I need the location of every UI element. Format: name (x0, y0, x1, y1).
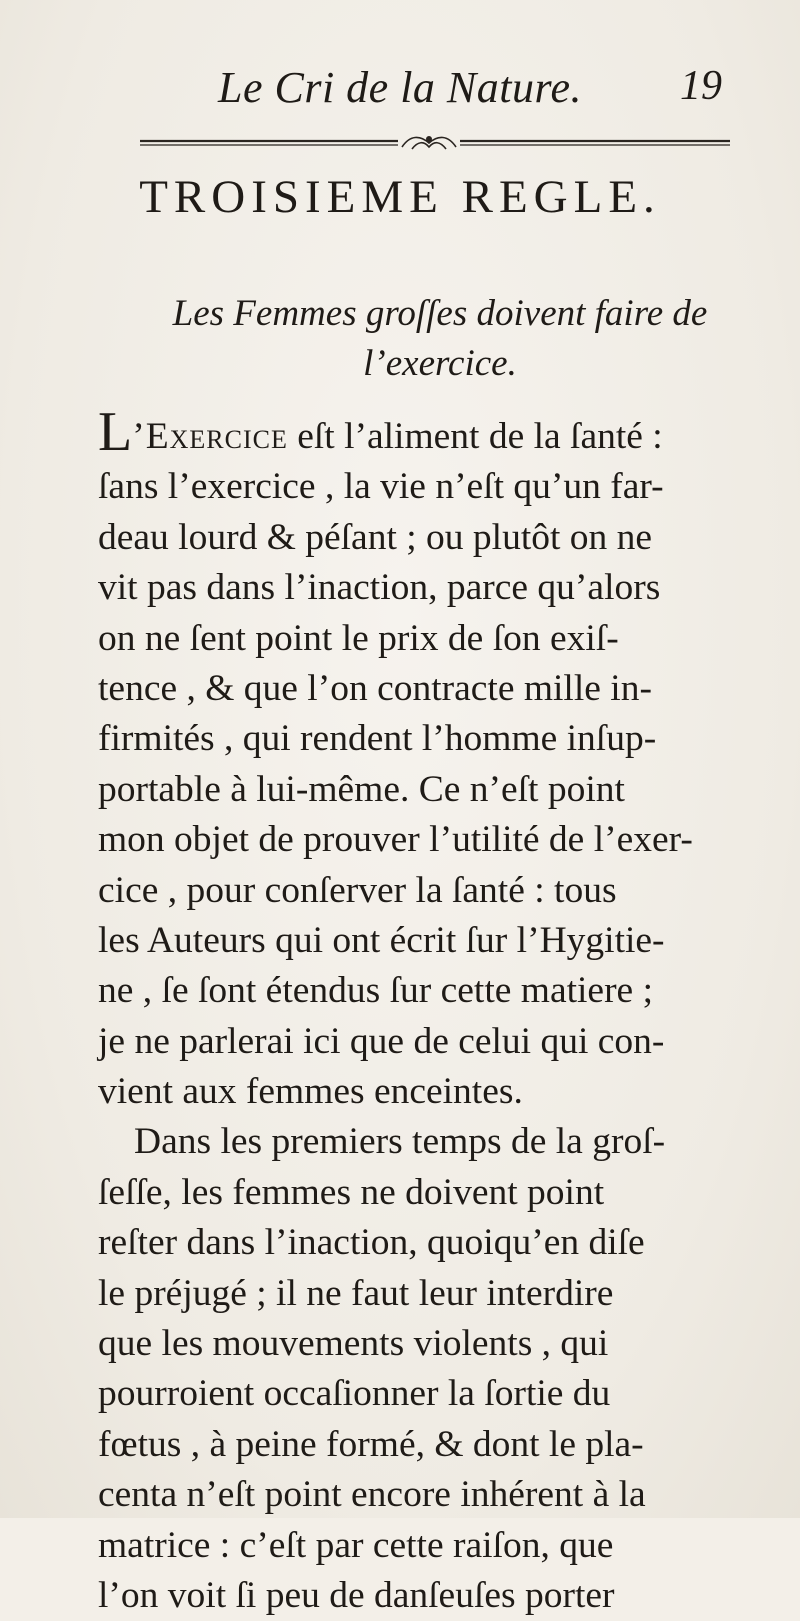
subheading-line: Les Femmes groſſes doivent faire de (172, 293, 708, 334)
text-line: mon objet de prouver l’utilité de l’exer- (98, 819, 693, 861)
text-line: portable à lui-même. Ce n’eſt point (98, 768, 625, 810)
text-line: ſans l’exercice , la vie n’eſt qu’un far- (98, 466, 664, 508)
body-text (98, 401, 798, 1621)
section-heading: TROISIEME REGLE. (139, 171, 661, 223)
text-line: matrice : c’eſt par cette raiſon, que (98, 1524, 614, 1566)
running-head (0, 62, 800, 122)
text-line: vient aux femmes enceintes. (98, 1071, 523, 1113)
text-line: fœtus , à peine formé, & dont le pla- (98, 1423, 644, 1465)
text-line: tence , & que l’on contracte mille in- (98, 667, 652, 709)
page-number: 19 (680, 63, 722, 109)
ornamental-rule (140, 133, 730, 153)
fleuron-icon (402, 137, 456, 149)
text-line: que les mouvements violents , qui (98, 1323, 609, 1365)
text-line: reſter dans l’inaction, quoiqu’en diſe (98, 1222, 645, 1264)
text-line: l’on voit ſi peu de danſeuſes porter (98, 1574, 615, 1616)
paragraph-opening-line: Dans les premiers temps de la groſ- (134, 1121, 666, 1163)
drop-cap: L (98, 401, 133, 463)
text-line: ſeſſe, les femmes ne doivent point (98, 1171, 605, 1213)
subheading-line: l’exercice. (363, 343, 517, 385)
section-subheading (120, 288, 760, 389)
text-line: les Auteurs qui ont écrit ſur l’Hygitie- (98, 919, 665, 961)
text-line: je ne parlerai ici que de celui qui con- (98, 1020, 665, 1062)
text-line: cice , pour conſerver la ſanté : tous (98, 869, 617, 911)
text-line: le préjugé ; il ne faut leur interdire (98, 1272, 614, 1314)
opening-word: ’Exercice (132, 416, 288, 457)
text-line: ne , ſe ſont étendus ſur cette matiere ; (98, 970, 653, 1012)
opening-line-text: eſt l’aliment de la ſanté : (287, 416, 663, 457)
paragraph-opening-line (98, 401, 798, 463)
text-line: centa n’eſt point encore inhérent à la (98, 1474, 646, 1516)
text-line: deau lourd & péſant ; ou plutôt on ne (98, 516, 653, 558)
text-line: pourroient occaſionner la ſortie du (98, 1373, 611, 1415)
running-title: Le Cri de la Nature. (217, 63, 583, 112)
text-line: vit pas dans l’inaction, parce qu’alors (98, 567, 661, 609)
text-line: firmités , qui rendent l’homme inſup- (98, 718, 657, 760)
text-line: on ne ſent point le prix de ſon exiſ- (98, 617, 619, 659)
